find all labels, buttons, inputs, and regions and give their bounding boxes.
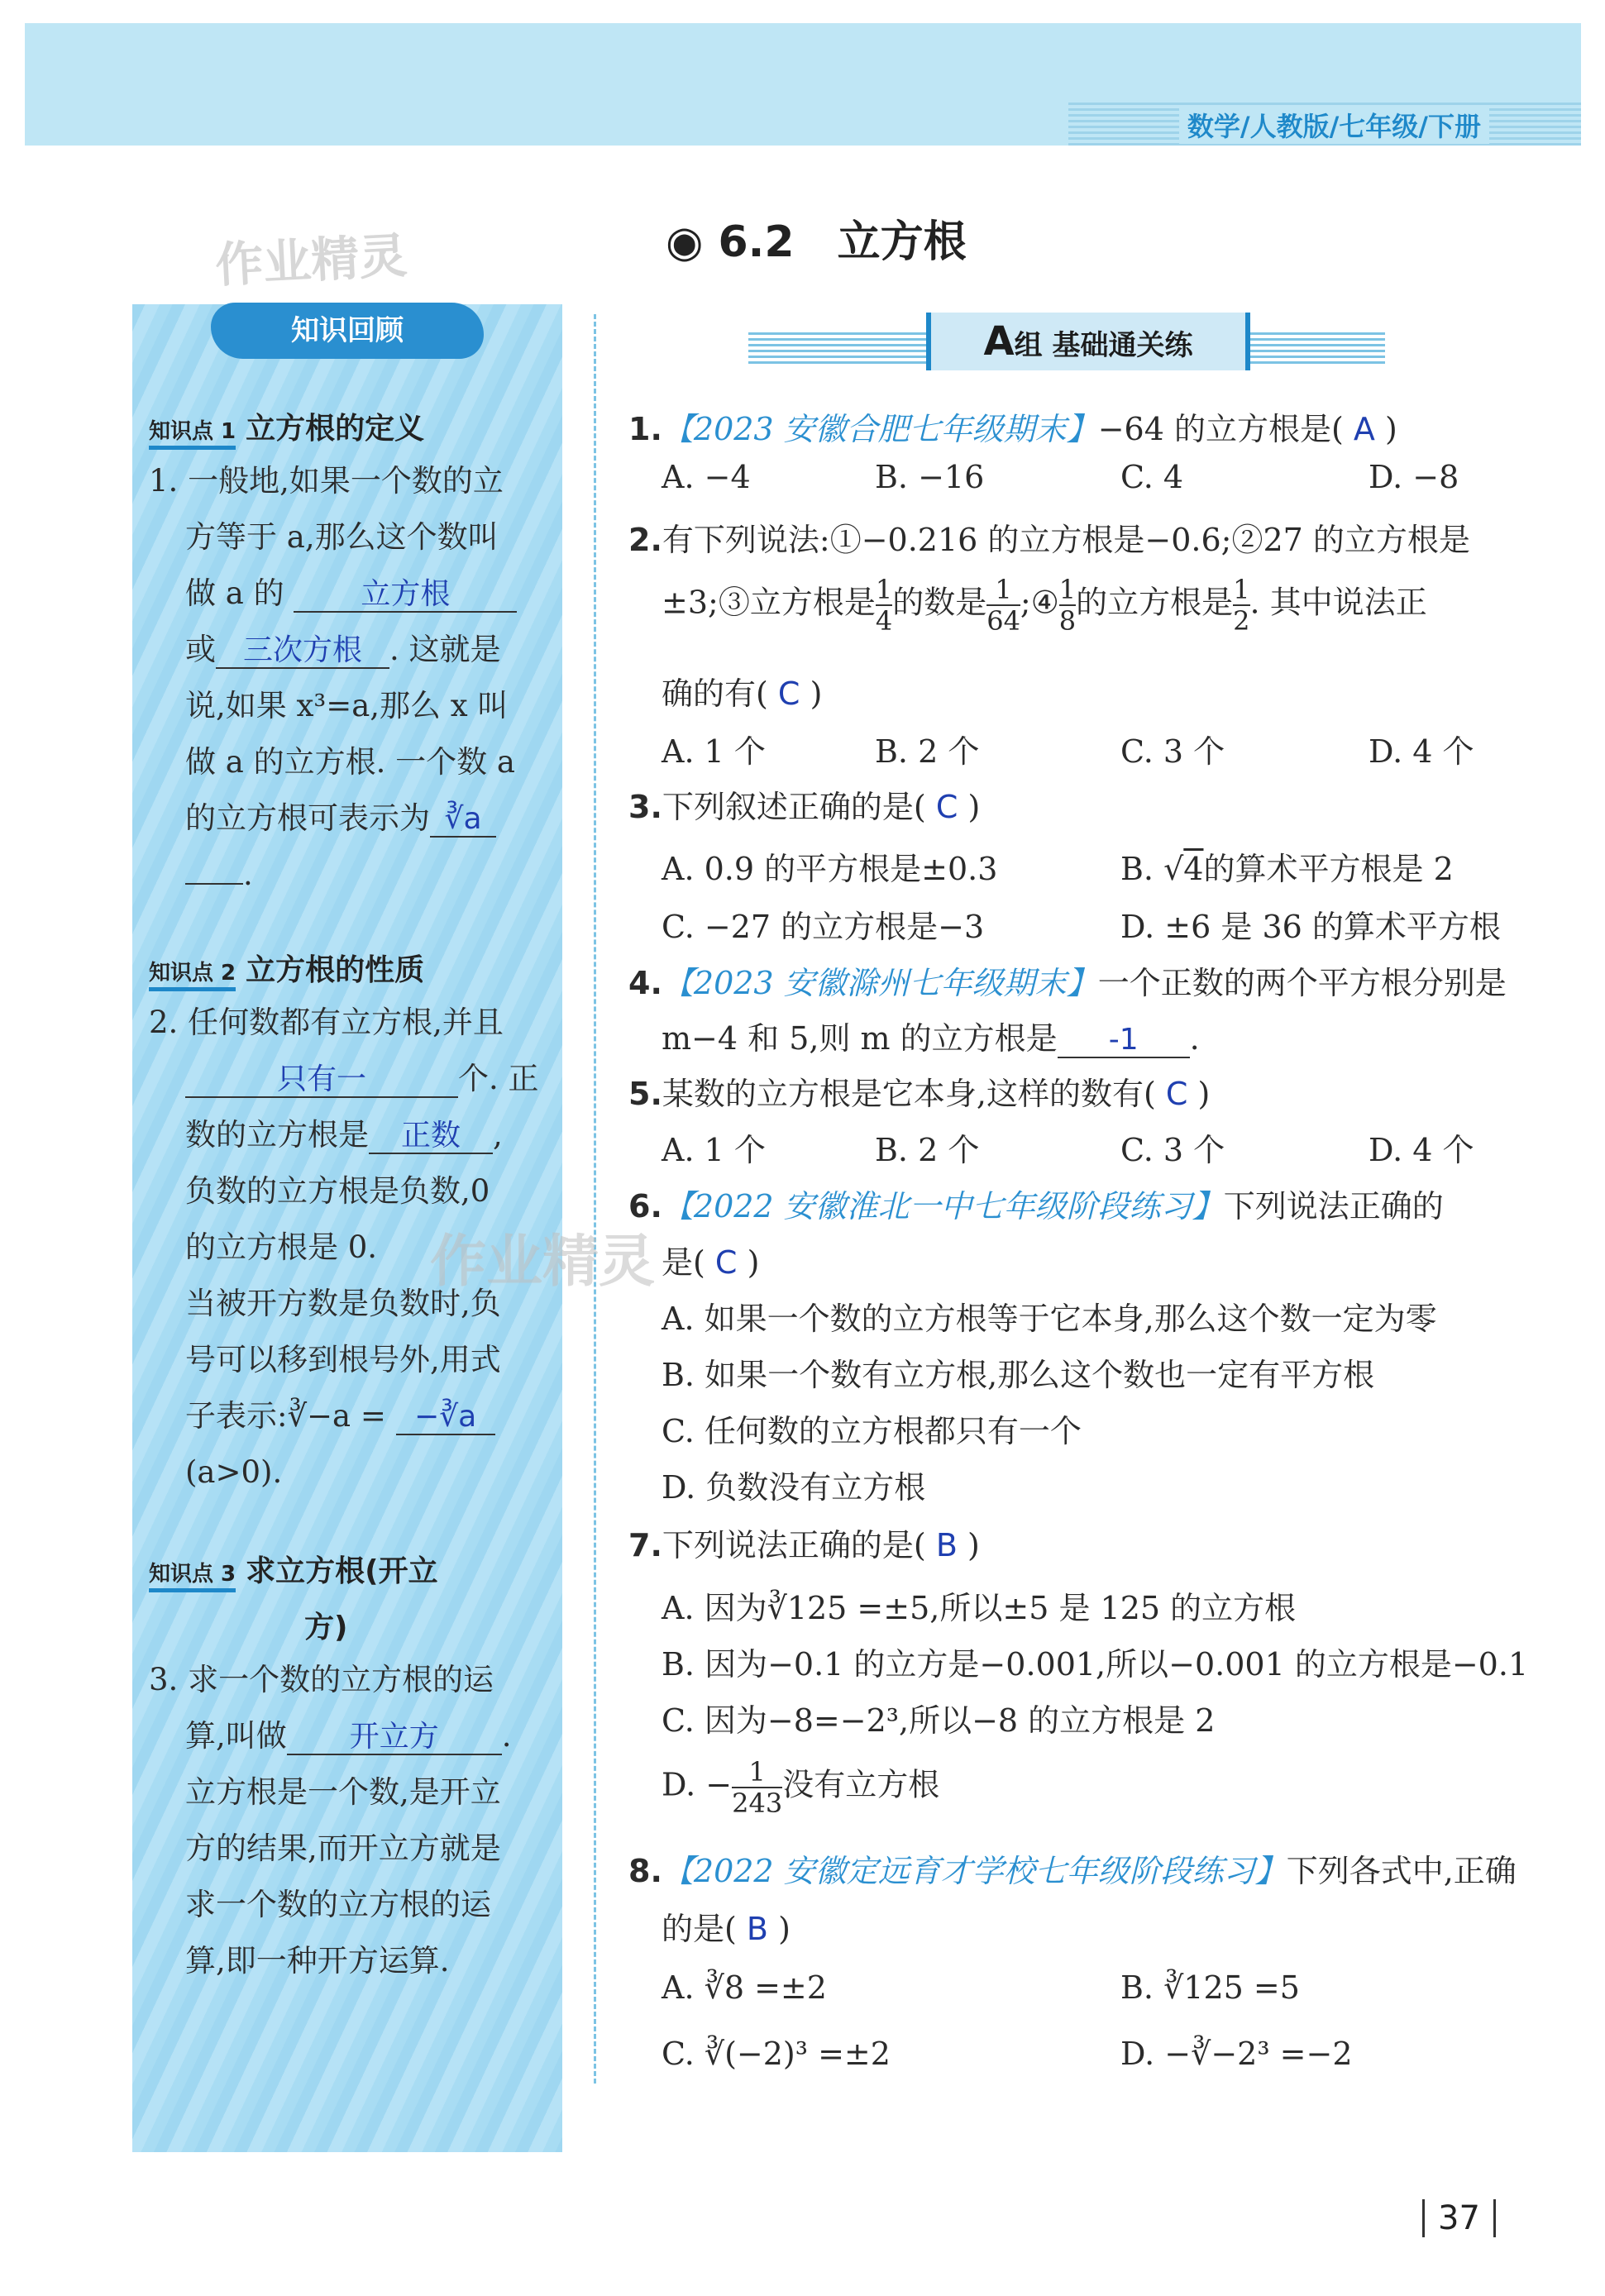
q6-option-c: C. 任何数的立方根都只有一个 [662,1413,1082,1449]
kp1-title: 立方根的定义 [246,412,425,446]
column-divider [594,314,596,2084]
question-6: 6.【2022 安徽淮北一中七年级阶段练习】下列说法正确的 [628,1188,1444,1224]
kp2-line3: 数的立方根是 正数 , [185,1117,503,1153]
kp2-line7: 号可以移到根号外,用式 [185,1342,501,1377]
q2-option-b: B. 2 个 [875,733,980,770]
group-a-label: A组 基础通关练 [926,313,1250,370]
q6-option-a: A. 如果一个数的立方根等于它本身,那么这个数一定为零 [662,1301,1437,1337]
q1-option-b: B. −16 [875,459,985,495]
q2-option-c: C. 3 个 [1120,733,1225,770]
kp2-tag: 知识点 2 [149,961,236,991]
q3-option-b: B. √4的算术平方根是 2 [1120,851,1454,887]
q2-option-a: A. 1 个 [662,733,766,770]
question-4: 4.【2023 安徽滁州七年级期末】一个正数的两个平方根分别是 [628,965,1507,1001]
kp3-answer-1: 开立方 [287,1721,502,1755]
kp1-line6: 做 a 的立方根. 一个数 a [185,744,515,780]
q2-fraction-4: $\frac{1}{2}$ [1233,574,1250,637]
q2-answer: C [777,675,800,712]
watermark-top: 作业精灵 [213,227,408,294]
q2-option-d: D. 4 个 [1369,733,1474,770]
q5-option-b: B. 2 个 [875,1132,980,1168]
q3-answer: C [935,789,958,825]
kp2-line1: 2. 任何数都有立方根,并且 [149,1005,504,1040]
kp3-body [149,1652,546,1989]
q7-answer: B [935,1527,958,1563]
q5-answer: C [1165,1076,1188,1112]
kp2-answer-1: 只有一 [185,1063,458,1098]
q8-line-2: 的是( B ) [662,1911,791,1947]
kp1-line8: . [149,847,546,903]
kp2-line6: 当被开方数是负数时,负 [185,1286,501,1321]
q3-option-c: C. −27 的立方根是−3 [662,909,985,945]
kp1-line2: 方等于 a,那么这个数叫 [185,519,499,555]
kp2-line9: (a>0). [185,1454,283,1490]
kp2-line5: 的立方根是 0. [185,1229,378,1265]
q1-option-c: C. 4 [1120,459,1184,495]
kp1-line7: 的立方根可表示为 ∛a [149,790,546,847]
kp3-line2: 算,叫做 开立方 . [185,1718,512,1754]
q7-option-c: C. 因为−8=−2³,所以−8 的立方根是 2 [662,1702,1216,1739]
q2-line-3: 确的有( C ) [662,675,823,712]
q6-option-b: B. 如果一个数有立方根,那么这个数也一定有平方根 [662,1357,1375,1393]
kp1-answer-3: ∛a [430,803,496,838]
kp2-line2: 只有一 个. 正 [149,1051,546,1107]
q6-line-2: 是( C ) [662,1244,760,1281]
q5-option-d: D. 4 个 [1369,1132,1474,1168]
q8-option-d: D. −∛−2³ =−2 [1120,2036,1353,2072]
question-5: 5.某数的立方根是它本身,这样的数有( C ) [628,1076,1211,1112]
kp3-line5: 求一个数的立方根的运 [185,1887,491,1922]
kp3-title: 求立方根(开立 [246,1554,438,1588]
question-8: 8.【2022 安徽定远育才学校七年级阶段练习】下列各式中,正确 [628,1853,1517,1889]
q3-option-d: D. ±6 是 36 的算术平方根 [1120,909,1501,945]
kp1-line5: 说,如果 x³=a,那么 x 叫 [185,688,509,723]
q8-answer: B [746,1911,768,1947]
question-7: 7.下列说法正确的是( B ) [628,1527,980,1563]
q4-answer: -1 [1058,1024,1190,1058]
question-1: 1.【2023 安徽合肥七年级期末】−64 的立方根是( A ) [628,411,1397,447]
q6-option-d: D. 负数没有立方根 [662,1469,926,1506]
kp2-heading [149,947,424,989]
q5-option-c: C. 3 个 [1120,1132,1225,1168]
section-title: ◉ 6.2 立方根 [666,217,967,267]
q7-option-d: D. − $\frac{1}{243}$ 没有立方根 [662,1756,940,1819]
kp2-line8: 子表示:∛−a = −∛a [149,1388,546,1444]
kp1-line4: 或 三次方根 . 这就是 [185,632,501,667]
review-title: 知识回顾 [211,303,484,359]
q1-option-a: A. −4 [662,459,751,495]
question-3: 3.下列叙述正确的是( C ) [628,789,981,825]
q1-answer: A [1353,411,1375,447]
kp1-line1: 1. 一般地,如果一个数的立 [149,463,504,499]
kp3-heading [149,1548,438,1590]
q2-fraction-2: $\frac{1}{64}$ [986,574,1020,637]
kp3-title-cont: 方) [304,1611,348,1644]
kp2-answer-2: 正数 [369,1119,493,1154]
q2-fraction-3: $\frac{1}{8}$ [1058,574,1077,637]
kp3-line4: 方的结果,而开立方就是 [185,1831,501,1866]
kp2-line4: 负数的立方根是负数,0 [185,1173,490,1209]
page-number: 37 [1422,2199,1496,2237]
header-subject: 数学/人教版/七年级/下册 [1179,106,1489,144]
kp3-line6: 算,即一种开方运算. [185,1943,450,1979]
question-2: 2.有下列说法:①−0.216 的立方根是−0.6;②27 的立方根是 [628,522,1470,558]
kp1-line3: 做 a 的 立方根 [149,566,546,622]
kp1-body [149,453,546,903]
q8-option-c: C. ∛(−2)³ =±2 [662,2036,891,2072]
kp1-tag: 知识点 1 [149,419,236,450]
kp1-answer-2: 三次方根 [216,634,389,669]
kp2-title: 立方根的性质 [246,953,425,987]
kp1-answer-1: 立方根 [294,578,517,613]
kp2-answer-3: −∛a [396,1401,495,1435]
q3-option-a: A. 0.9 的平方根是±0.3 [662,851,998,887]
kp1-heading [149,405,424,447]
q5-option-a: A. 1 个 [662,1132,766,1168]
q8-option-a: A. ∛8 =±2 [662,1969,827,2006]
q6-answer: C [714,1244,738,1281]
q1-option-d: D. −8 [1369,459,1459,495]
q7-option-b: B. 因为−0.1 的立方是−0.001,所以−0.001 的立方根是−0.1 [662,1646,1529,1683]
q4-line-2: m−4 和 5,则 m 的立方根是 -1 . [662,1020,1200,1057]
q8-option-b: B. ∛125 =5 [1120,1969,1300,2006]
kp3-line1: 3. 求一个数的立方根的运 [149,1662,494,1697]
q2-fraction-1: $\frac{1}{4}$ [875,574,893,637]
q7-option-a: A. 因为∛125 =±5,所以±5 是 125 的立方根 [662,1590,1297,1626]
kp3-line3: 立方根是一个数,是开立 [185,1774,501,1810]
kp3-tag: 知识点 3 [149,1562,236,1592]
q2-line-2: ±3;③立方根是 $\frac{1}{4}$ 的数是 $\frac{1}{64}$ ;④ $\frac{1}{8}$ 的立方根是 $\frac{1}{2}$ . 其中说法正 [662,574,1427,637]
watermark-middle: 作业精灵 [430,1229,656,1295]
